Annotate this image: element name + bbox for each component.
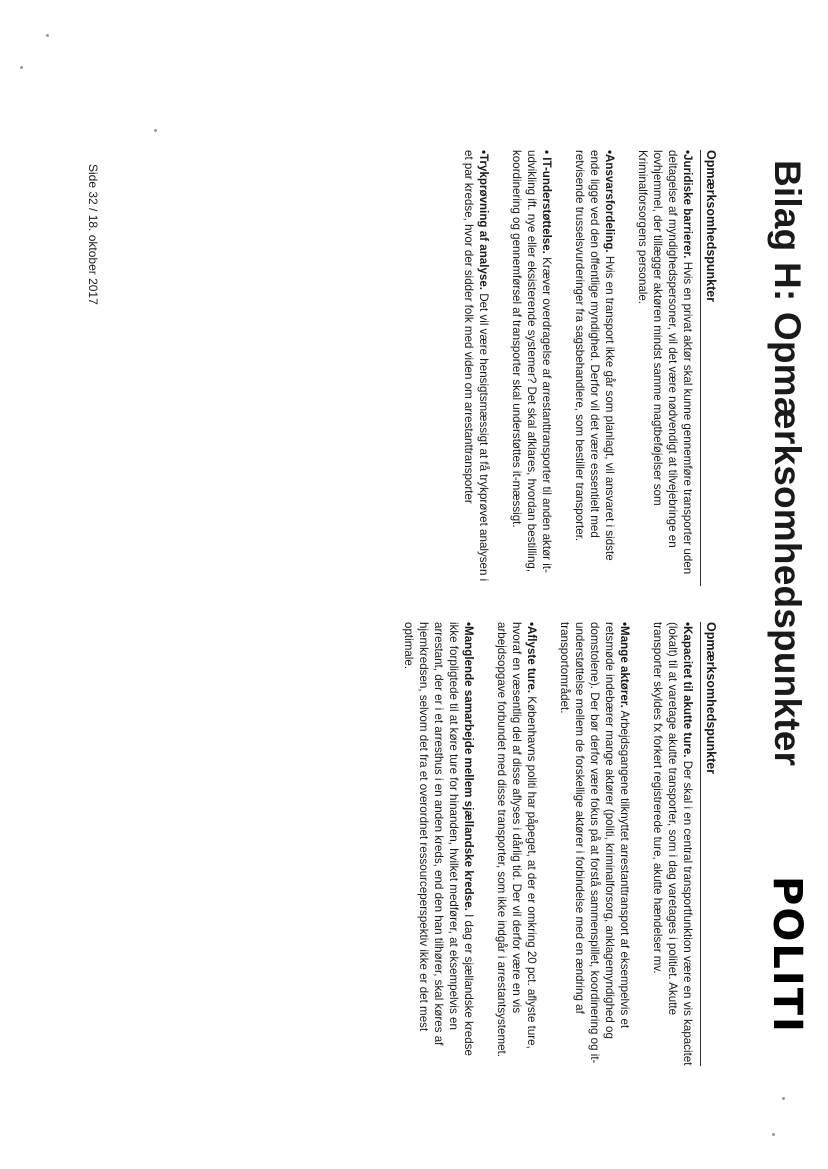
right-column-heading: Opmærksomhedspunkter	[700, 150, 718, 586]
point-lead: •Manglende samarbejde mellem sjællandske kredse.	[462, 622, 475, 911]
point-lead: •Ansvarsfordeling.	[603, 150, 616, 253]
point-lead: •Mange aktører.	[618, 622, 631, 708]
point-it-understottelse	[509, 150, 554, 586]
point-manglende-samarbejde	[401, 622, 476, 1066]
left-column	[383, 622, 718, 1066]
scan-speck	[782, 1097, 785, 1100]
point-text: Arbejdsgangene tilknyttet arrestanttransport af eksempelvis et retsmøde indebærer mange aktører (politi, kriminalforsorg, anklagemyndighed og domstolene). Der bør derfor være fokus på at forstå sammenspillet, koordinering og it-understøttelse mellem de forskellige aktører i forbindelse med en ændring af transportområdet.	[558, 622, 631, 1064]
point-text: Hvis en transport ikke går som planlagt, vil ansvaret i sidste ende ligge ved den offentlige myndighed. Derfor vil det være essentielt med retvisende trusselsvurderinger fra sagsbehandlere, som bestiller transporter.	[573, 150, 616, 561]
point-ansvarsfordeling	[572, 150, 617, 586]
scan-speck	[772, 1133, 775, 1136]
left-column-heading: Opmærksomhedspunkter	[700, 622, 718, 1066]
point-text: Der skal i en central transportfunktion være en vis kapacitet (lokalt) til at varetage akutte transporter, som i dag varetages i politiet. Akutte transporter skyldes fx forkert registrerede ture, akutte hændelser mv.	[651, 622, 694, 1066]
scan-speck	[20, 66, 23, 69]
page-title: Bilag H: Opmærksomhedspunkter	[767, 160, 808, 767]
right-column	[443, 150, 718, 586]
point-lead: •Juridiske barrierer.	[681, 150, 694, 259]
point-mange-aktorer	[557, 622, 632, 1066]
point-lead: •Kapacitet til akutte ture.	[681, 622, 694, 758]
point-text: I dag er sjællandske kredse ikke forpligtede til at køre ture for hinanden, hvilket medfører, at eksempelvis en arrestant, der er i et arresthus i en anden kreds, end den han tilhører, skal køres af hjemkredsen, selvom det fra et overordnet ressourceperspektiv ikke er det mest optimale.	[402, 622, 475, 1056]
scan-speck	[154, 129, 157, 132]
scan-speck	[46, 34, 49, 37]
point-text: Hvis en privat aktør skal kunne gennemføre transporter uden deltagelse af myndighedspersoner, vil det være nødvendigt at tilvejebringe en lovhjemmel, der tillægger aktøren mindst samme magtbeføjelser som Kriminalforsorgens personale.	[636, 150, 694, 575]
point-aflyste-ture	[494, 622, 539, 1066]
point-juridiske-barrierer	[635, 150, 695, 586]
point-lead: •Trykprøvning af analyse.	[477, 150, 490, 291]
politi-logo: POLITI	[764, 876, 810, 1034]
point-kapacitet	[650, 622, 695, 1066]
point-lead: •Aflyste ture.	[525, 622, 538, 694]
point-text: Københavns politi har påpeget, at der er omkring 20 pct. aflyste ture, hvoraf en væsentlig del af disse aflyses i dårlig tid. Der vil derfor være en vis arbejdsopgave forbundet med disse transporter, som ikke indgår i arrestantsystemet.	[495, 622, 538, 1057]
point-text: Det vil være hensigtsmæssigt at få trykprøvet analysen i et par kredse, hvor der sidder folk med viden om arrestanttransporter	[462, 150, 490, 582]
point-text: Kræver overdragelse af arrestanttransporter til anden aktør it-udvikling ift. nye eller eksisterende systemer? Det skal afklares, hvordan bestilling, koordinering og gennemførsel af transporter skal understøttes it-mæssigt.	[510, 150, 553, 573]
point-lead: • IT-understøttelse.	[540, 150, 553, 254]
point-trykprovning	[461, 150, 491, 586]
page-footer: Side 32 / 18. oktober 2017	[86, 164, 100, 305]
